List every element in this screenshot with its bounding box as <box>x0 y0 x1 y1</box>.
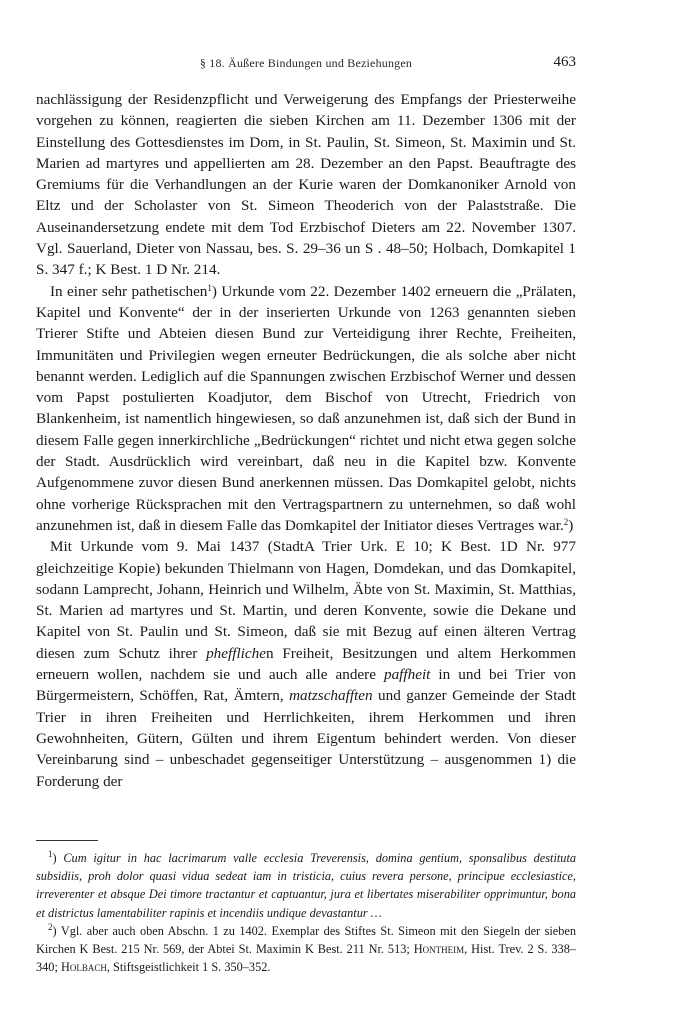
footnote-2-text-c: , Stiftsgeistlichkeit 1 S. 350–352. <box>106 960 271 975</box>
footnote-rule <box>36 840 98 841</box>
footnote-ref-1: 1 <box>207 282 212 293</box>
running-title: § 18. Äußere Bindungen und Beziehungen <box>199 56 413 70</box>
paragraph-1: nachlässigung der Residenzpflicht und Verweigerung des Empfangs der Priesterweihe vorgehen zu können, reagierten die sieben Kirchen am 11. Dezember 1306 mit der Einstellung des Gottesdienstes im Dom, in St. Paulin, St. Simeon, St. Maximin und St. Marien ad martyres und appellierten am 28. Dezember an den Papst. Beauftragte des Gremiums für die Verhandlungen an der Kurie waren der Domkanoniker Arnold von Eltz und der Scholaster von St. Simeon Theoderich von der Palaststraße. Die Auseinandersetzung endete mit dem Tod Erzbischof Dieters am 22. November 1307. Vgl. Sauerland, Dieter von Nassau, bes. S. 29–36 un S . 48–50; Holbach, Domkapitel 1 S. 347 f.; K Best. 1 D Nr. 214. <box>36 91 576 279</box>
paragraph-2-text-c: ) <box>568 516 574 534</box>
italic-term-pheffliche: pheffliche <box>206 644 266 662</box>
footnotes <box>36 849 576 976</box>
footnote-1-marker: 1 <box>48 849 53 859</box>
paragraph-3-text-c: in und bei Trier von Bürgermeistern, Schöffen, Rat, Ämtern, <box>36 666 576 705</box>
footnote-ref-2: 2 <box>563 516 569 527</box>
footnote-2: $^2$) Vgl. aber auch oben Abschn. 1 zu 1402. Exemplar des Stiftes St. Simeon mit den Siegeln der sieben Kirchen K Best. 215 Nr. 569, der Abtei St. Maximin K Best. 211 Nr. 513; Hontheim, Hist. Trev. 2 S. 338–340; Holbach, Stiftsgeistlichkeit 1 S. 350–352. <box>36 921 576 975</box>
author-holbach: Holbach <box>60 960 107 975</box>
paragraph-2 <box>36 281 576 537</box>
paragraph-2-text-b: ) Urkunde vom 22. Dezember 1402 erneuern die „Prälaten, Kapitel und Konvente“ der in der inserierten Urkunde von 1263 genannten sieben Trierer Stifte und Abteien diesen Bund zur Verteidigung ihrer Rechte, Freiheiten, Immunitäten und Privilegien wegen erneuter Bedrückungen, die als solche aber nicht benannt werden. Lediglich auf die Spannungen zwischen Erzbischof Werner und dessen vom Papst postulierten Koadjutor, dem Bischof von Utrecht, Friedrich von Blankenheim, ist namentlich hingewiesen, so daß anzunehmen ist, daß sich der Bund in diesem Falle gegen innerkirchliche „Bedrückungen“ richtet und nicht etwa gegen solche der Stadt. Ausdrücklich wird vereinbart, daß neu in die Kapitel bzw. Konvente Aufgenommene zuvor diesen Bund anerkennen müssen. Das Domkapitel gelobt, nichts ohne vorherige Rücksprachen mit den Vertragspartnern zu unternehmen, so daß wohl anzunehmen ist, daß in diesem Falle das Domkapitel der Initiator dieses Vertrages war. <box>36 282 576 534</box>
running-head <box>36 54 576 74</box>
paragraph-3-text-b: n Freiheit, Besitzungen und altem Herkommen erneuern wollen, nachdem sie und auch alle andere <box>36 644 577 684</box>
italic-term-paffheit: paffheit <box>383 666 431 684</box>
paragraph-3 <box>36 536 576 792</box>
author-hontheim: Hontheim <box>413 942 465 957</box>
page-number: 463 <box>553 54 576 70</box>
footnote-2-marker: 2 <box>48 921 53 932</box>
footnote-1-quote: Cum igitur in hac lacrimarum valle ecclesia Treverensis, domina gentium, sponsalibus destituta subsidiis, proh dolor quasi vidua sedeat iam in tristicia, cuius revera persone, principue ecclesiastice, irreverenter et absque Dei timore tractantur et captuantur, jura et libertates miserabiliter opprimuntur, bona et districtus lamentabiliter rapinis et incendiis undique devastantur … <box>36 851 577 920</box>
footnote-2-text-b: , Hist. Trev. 2 S. 338–340; <box>36 942 576 975</box>
body-text <box>36 89 576 792</box>
paragraph-3-text-d: und ganzer Gemeinde der Stadt Trier in ihren Freiheiten und Herrlichkeiten, ihrem Herkommen und ihren Gewohnheiten, Gütern, Gülten und ihrem Eigentum behindert werden. Von dieser Vereinbarung sind – unbeschadet gegenseitiger Unterstützung – ausgenommen 1) die Forderung der <box>36 687 576 790</box>
footnote-2-text-a: Vgl. aber auch oben Abschn. 1 zu 1402. Exemplar des Stiftes St. Simeon mit den Siegeln der sieben Kirchen K Best. 215 Nr. 569, der Abtei St. Maximin K Best. 211 Nr. 513; <box>36 923 576 957</box>
footnote-1: $^1$) Cum igitur in hac lacrimarum valle ecclesia Treverensis, domina gentium, sponsalibus destituta subsidiis, proh dolor quasi vidua sedeat iam in tristicia, cuius revera persone, principue ecclesiastice, irreverenter et absque Dei timore tractantur et captuantur, jura et libertates miserabiliter opprimuntur, bona et districtus lamentabiliter rapinis et incendiis undique devastantur … <box>36 849 577 920</box>
paragraph-3-text-a: Mit Urkunde vom 9. Mai 1437 (StadtA Trier Urk. E 10; K Best. 1D Nr. 977 gleichzeitige Kopie) bekunden Thielmann von Hagen, Domdekan, und das Domkapitel, sodann Lamprecht, Johann, Heinrich und Wilhelm, Äbte von St. Maximin, St. Matthias, St. Marien ad martyres und St. Martin, und deren Konvente, sowie die Dekane und Kapitel von St. Paulin und St. Simeon, daß sie mit Bezug auf einen älteren Vertrag diesen zum Schutz ihrer <box>36 538 576 662</box>
italic-term-matzschafften: matzschafften <box>289 687 373 705</box>
paragraph-2-text-a: In einer sehr pathetischen <box>50 282 208 300</box>
